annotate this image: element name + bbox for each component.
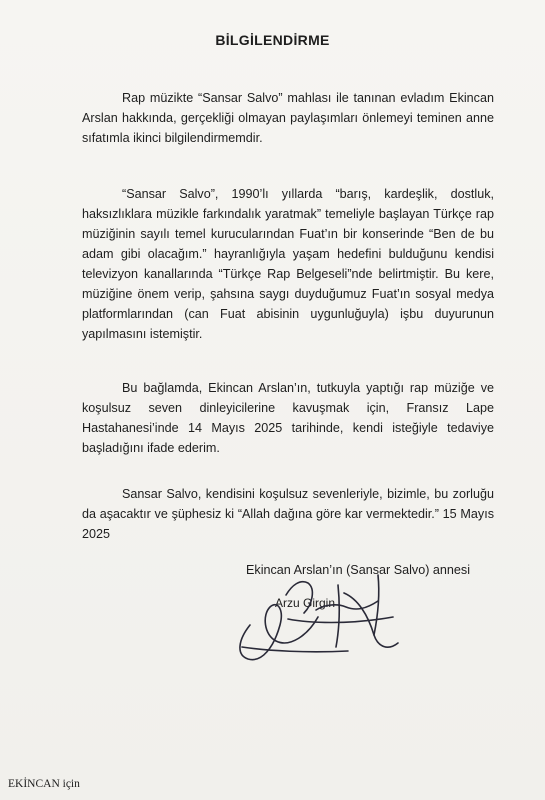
paragraph-1: Rap müzikte “Sansar Salvo” mahlası ile tanınan evladım Ekincan Arslan hakkında, gerçekliği olmayan paylaşımları önlemeyi teminen anne sıfatımla ikinci bilgilendirmemdir. [82, 91, 494, 145]
signer-name: Arzu Girgin [275, 596, 336, 610]
footer-note: EKİNCAN için [8, 778, 80, 790]
signature-caption: Ekincan Arslan’ın (Sansar Salvo) annesi [246, 563, 471, 577]
paragraph-3: Bu bağlamda, Ekincan Arslan’ın, tutkuyla yaptığı rap müziğe ve koşulsuz seven dinleyicilerine kavuşmak için, Fransız Lape Hastahanesi’inde 14 Mayıs 2025 tarihinde, kendi isteğiyle tedaviye başladığını ifade ederim. [82, 381, 494, 455]
handwritten-signature [228, 555, 418, 670]
paragraph-2: “Sansar Salvo”, 1990’lı yıllarda “barış, kardeşlik, dostluk, haksızlıklara müzikle farkındalık yaratmak” temeliyle başlayan Türkçe rap müziğinin sayılı temel kurucularından Fuat’ın bir konserinde “Ben de bu adam gibi olacağım.” hayranlığıyla yaşam hedefini bulduğunu kendisi televizyon kanallarında “Türkçe Rap Belgeseli”nde belirtmiştir. Bu kere, müziğine önem verip, şahsına saygı duyduğumuz Fuat’ın sosyal medya platformlarından (can Fuat abisinin uygunluğuyla) işbu duyurunun yapılmasını istemiştir. [82, 187, 494, 341]
document-title: BİLGİLENDİRME [215, 32, 330, 48]
paragraph-4: Sansar Salvo, kendisini koşulsuz sevenleriyle, bizimle, bu zorluğu da aşacaktır ve şüphesiz ki “Allah dağına göre kar vermektedir.” 15 Mayıs 2025 [82, 487, 494, 541]
